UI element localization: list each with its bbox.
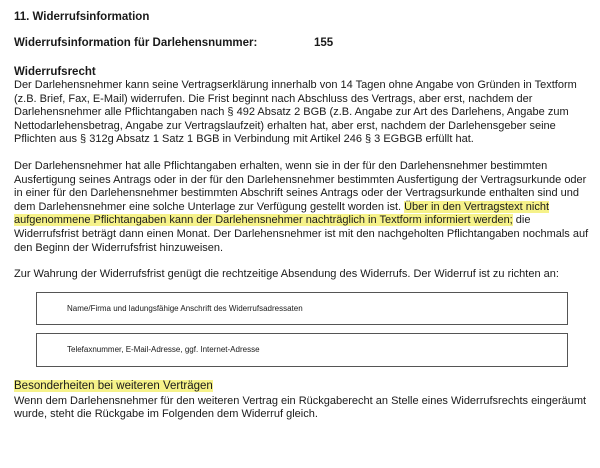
paragraph-withdrawal-address: Zur Wahrung der Widerrufsfrist genügt die rechtzeitige Absendung des Widerrufs. Der Widerruf ist zu richten an:: [14, 268, 559, 281]
loan-number-value: 155: [314, 37, 334, 49]
paragraph-further-contracts: Wenn dem Darlehensnehmer für den weiteren Vertrag ein Rückgaberecht an Stelle eines Widerrufsrechts eingeräumt wurde, steht die Rückgabe im Folgenden dem Widerruf gleich.: [14, 394, 587, 421]
addressee-name-field[interactable]: [36, 292, 568, 325]
highlighted-text: Über in den Vertragstext nicht aufgenommene Pflichtangaben kann der Darlehensnehmer nachträglich in Textform informiert werden;: [14, 200, 550, 227]
paragraph-part: die Widerrufsfrist beträgt dann einen Monat. Der Darlehensnehmer ist mit den nachgeholten Pflichtangaben nochmals auf den Beginn der Widerrufsfrist hinzuweisen.: [14, 214, 589, 254]
loan-number-label: Widerrufsinformation für Darlehensnummer:: [14, 37, 258, 49]
contact-details-field[interactable]: [36, 333, 568, 367]
widerrufsrecht-heading: Widerrufsrecht: [14, 66, 96, 78]
loan-number-row: [14, 36, 590, 50]
further-contracts-heading: [14, 379, 590, 393]
further-contracts-heading-text: Besonderheiten bei weiteren Verträgen: [14, 379, 213, 392]
paragraph-withdrawal-period: Der Darlehensnehmer kann seine Vertragserklärung innerhalb von 14 Tagen ohne Angabe von Gründen in Textform (z.B. Brief, Fax, E-Mail) widerrufen. Die Frist beginnt nach Abschluss des Vertrags, aber erst, nachdem der Darlehensnehmer alle Pflichtangaben nach § 492 Absatz 2 BGB (z.B. Angabe zur Art des Darlehens, Angabe zum Nettodarlehensbetrag, Angabe zur Vertragslaufzeit) erhalten hat, aber erst, nachdem der Darlehensgeber seine Pflichten aus § 312g Absatz 1 Satz 1 BGB in Verbindung mit Artikel 246 § 3 EGBGB erfüllt hat.: [14, 79, 577, 146]
addressee-name-field-label: Name/Firma und ladungsfähige Anschrift des Widerrufsadressaten: [67, 303, 303, 313]
paragraph-mandatory-information: [14, 160, 590, 255]
contact-details-field-label: Telefaxnummer, E-Mail-Adresse, ggf. Internet-Adresse: [67, 345, 260, 355]
section-title: 11. Widerrufsinformation: [14, 11, 150, 23]
paragraph-part: Der Darlehensnehmer hat alle Pflichtangaben erhalten, wenn sie in der für den Darlehensnehmer bestimmten Ausfertigung seines Antrags oder in der für den Darlehensnehmer bestimmten Ausfertigung der Vertragsurkunde oder in einer für den Darlehensnehmer bestimmten Abschrift seines Antrags oder der Vertragsurkunde enthalten sind und dem Darlehensnehmer eine solche Unterlage zur Verfügung gestellt worden ist.: [14, 159, 587, 213]
